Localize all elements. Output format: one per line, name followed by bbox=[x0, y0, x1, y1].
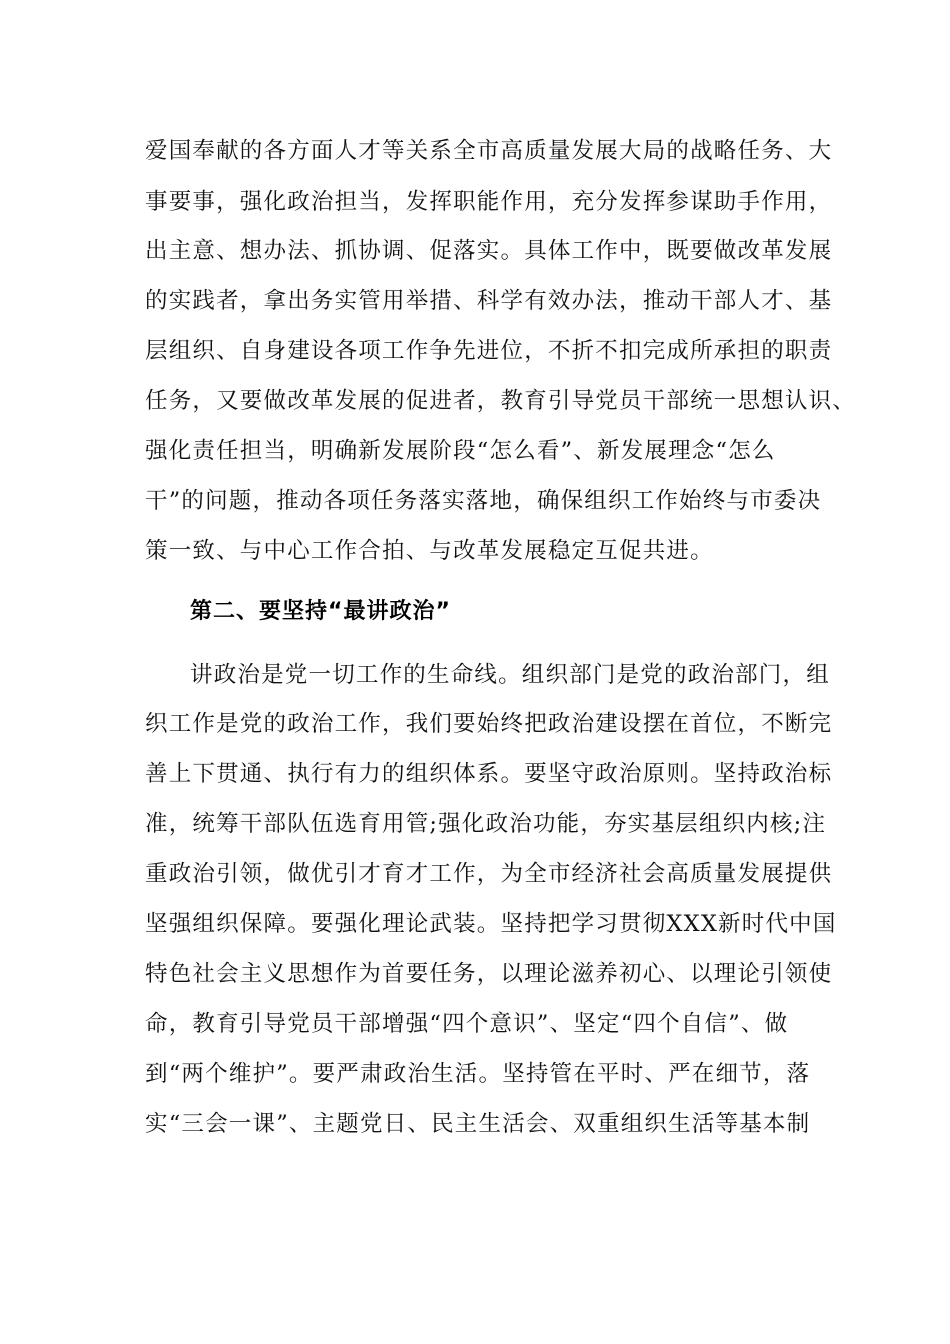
paragraph-line: 策一致、与中心工作合拍、与改革发展稳定互促共进。 bbox=[145, 538, 714, 564]
paragraph-line: 强化责任担当，明确新发展阶段“怎么看”、新发展理念“怎么 bbox=[145, 438, 776, 464]
paragraph-line: 干”的问题，推动各项任务落实落地，确保组织工作始终与市委决 bbox=[145, 488, 822, 514]
paragraph-line: 命，教育引导党员干部增强“四个意识”、坚定“四个自信”、做 bbox=[145, 1011, 789, 1037]
paragraph-line: 织工作是党的政治工作，我们要始终把政治建设摆在首位，不断完 bbox=[145, 711, 833, 737]
paragraph-line: 到“两个维护”。要严肃政治生活。坚持管在平时、严在细节，落 bbox=[145, 1061, 811, 1087]
paragraph-line: 出主意、想办法、抓协调、促落实。具体工作中，既要做改革发展 bbox=[145, 238, 833, 264]
paragraph-line: 善上下贯通、执行有力的组织体系。要坚守政治原则。坚持政治标 bbox=[145, 761, 833, 787]
paragraph-line: 特色社会主义思想作为首要任务，以理论滋养初心、以理论引领使 bbox=[145, 961, 833, 987]
paragraph-line: 层组织、自身建设各项工作争先进位，不折不扣完成所承担的职责 bbox=[145, 338, 833, 364]
paragraph-line: 的实践者，拿出务实管用举措、科学有效办法，推动干部人才、基 bbox=[145, 288, 833, 314]
paragraph-line: 爱国奉献的各方面人才等关系全市高质量发展大局的战略任务、大 bbox=[145, 138, 833, 164]
paragraph-line: 任务，又要做改革发展的促进者，教育引导党员干部统一思想认识、 bbox=[145, 388, 857, 414]
section-heading: 第二、要坚持“最讲政治” bbox=[190, 599, 451, 624]
paragraph-line: 讲政治是党一切工作的生命线。组织部门是党的政治部门，组 bbox=[190, 662, 830, 688]
paragraph-line: 坚强组织保障。要强化理论武装。坚持把学习贯彻XXX新时代中国 bbox=[145, 911, 837, 937]
paragraph-line: 准，统筹干部队伍选育用管;强化政治功能，夯实基层组织内核;注 bbox=[145, 811, 827, 837]
paragraph-line: 重政治引领，做优引才育才工作，为全市经济社会高质量发展提供 bbox=[145, 861, 833, 887]
paragraph-line: 事要事，强化政治担当，发挥职能作用，充分发挥参谋助手作用， bbox=[145, 189, 833, 215]
paragraph-line: 实“三会一课”、主题党日、民主生活会、双重组织生活等基本制 bbox=[145, 1111, 811, 1137]
